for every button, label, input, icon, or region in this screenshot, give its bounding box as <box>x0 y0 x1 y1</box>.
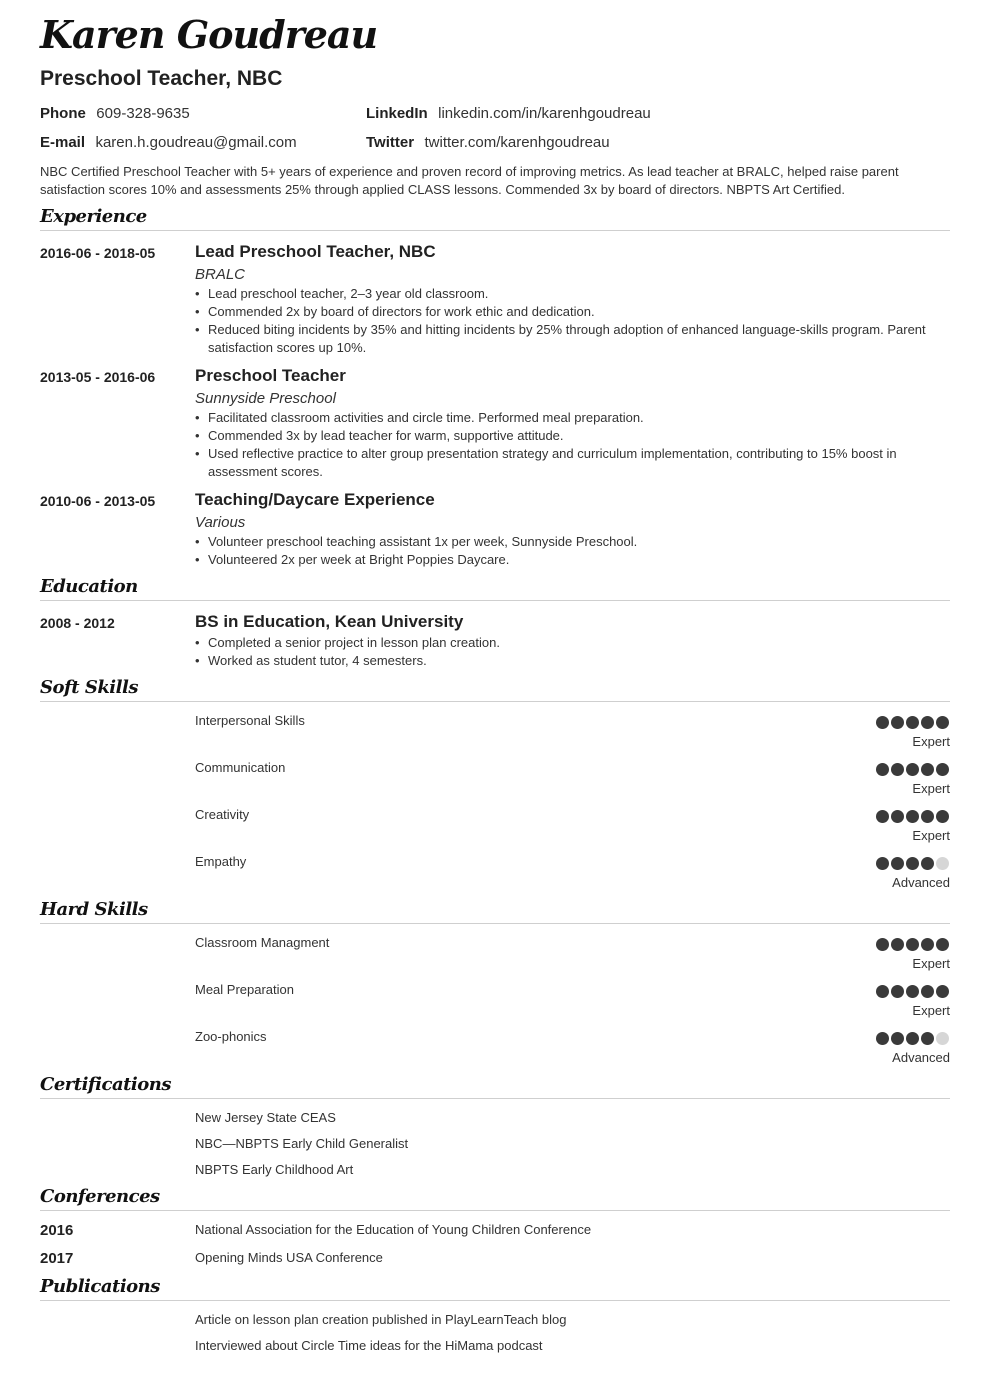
certification-item: New Jersey State CEAS <box>195 1110 336 1125</box>
section-title-publications: Publications <box>40 1276 160 1297</box>
rating-dot-filled <box>906 857 919 870</box>
conference-year: 2017 <box>40 1250 74 1267</box>
rating-dot-filled <box>876 938 889 951</box>
section-divider <box>40 701 950 702</box>
summary: NBC Certified Preschool Teacher with 5+ years of experience and proven record of improving metrics. As lead teacher at BRALC, helped raise parent satisfaction scores 10% and assessments 25% through applied CLASS lessons. Commended 3x by board of directors. NBPTS Art Certified. <box>40 164 899 197</box>
rating-dot-filled <box>936 716 949 729</box>
rating-dot-filled <box>921 810 934 823</box>
rating-dot-empty <box>936 1032 949 1045</box>
experience-bullets <box>195 285 940 357</box>
skill-name: Interpersonal Skills <box>195 713 305 728</box>
rating-dot-filled <box>906 810 919 823</box>
section-divider <box>40 1098 950 1099</box>
rating-dot-filled <box>891 985 904 998</box>
phone-value: 609-328-9635 <box>96 105 190 122</box>
resume-name: Karen Goudreau <box>40 12 378 57</box>
rating-dot-filled <box>921 763 934 776</box>
skill-rating <box>876 810 949 823</box>
rating-dot-filled <box>876 716 889 729</box>
contact-twitter <box>366 134 610 152</box>
rating-dot-filled <box>891 763 904 776</box>
rating-dot-filled <box>906 763 919 776</box>
conference-year: 2016 <box>40 1222 74 1239</box>
conference-name: Opening Minds USA Conference <box>195 1250 383 1265</box>
skill-rating <box>876 985 949 998</box>
list-item: • Volunteer preschool teaching assistant 1x per week, Sunnyside Preschool. <box>195 534 638 549</box>
linkedin-link[interactable]: linkedin.com/in/karenhgoudreau <box>438 105 651 122</box>
publication-item: Article on lesson plan creation published in PlayLearnTeach blog <box>195 1312 567 1327</box>
skill-rating <box>876 938 949 951</box>
list-item: • Commended 2x by board of directors for work ethic and dedication. <box>195 304 595 319</box>
list-item: • Used reflective practice to alter group presentation strategy and curriculum implementation, contributing to 15% boost in assessment scores. <box>195 446 897 479</box>
email-link[interactable]: karen.h.goudreau@gmail.com <box>95 134 297 151</box>
section-divider <box>40 1300 950 1301</box>
section-title-soft-skills: Soft Skills <box>40 677 138 698</box>
skill-level: Expert <box>912 1003 950 1018</box>
rating-dot-filled <box>876 1032 889 1045</box>
list-item: • Facilitated classroom activities and circle time. Performed meal preparation. <box>195 410 644 425</box>
section-title-certifications: Certifications <box>40 1074 171 1095</box>
experience-org: BRALC <box>195 266 246 283</box>
rating-dot-filled <box>921 857 934 870</box>
section-divider <box>40 923 950 924</box>
skill-rating <box>876 763 949 776</box>
rating-dot-empty <box>936 857 949 870</box>
conference-name: National Association for the Education of Young Children Conference <box>195 1222 592 1237</box>
section-divider <box>40 600 950 601</box>
experience-dates: 2010-06 - 2013-05 <box>40 493 156 509</box>
education-dates: 2008 - 2012 <box>40 615 115 631</box>
job-title: Preschool Teacher, NBC <box>40 67 283 90</box>
experience-org: Sunnyside Preschool <box>195 390 336 407</box>
experience-title: Preschool Teacher <box>195 366 346 385</box>
rating-dot-filled <box>876 810 889 823</box>
section-title-conferences: Conferences <box>40 1186 160 1207</box>
skill-level: Advanced <box>892 1050 950 1065</box>
contact-phone <box>40 105 190 123</box>
experience-title: Teaching/Daycare Experience <box>195 490 435 509</box>
rating-dot-filled <box>921 985 934 998</box>
list-item: • Reduced biting incidents by 35% and hitting incidents by 25% through adoption of enhanced language-skills program. Parent satisfaction scores up 10%. <box>195 322 926 355</box>
list-item: • Lead preschool teacher, 2–3 year old classroom. <box>195 286 489 301</box>
certification-item: NBC—NBPTS Early Child Generalist <box>195 1136 409 1151</box>
rating-dot-filled <box>891 716 904 729</box>
skill-level: Expert <box>912 734 950 749</box>
phone-label: Phone <box>40 105 86 122</box>
contact-email <box>40 134 297 152</box>
rating-dot-filled <box>921 716 934 729</box>
skill-name: Communication <box>195 760 286 775</box>
rating-dot-filled <box>876 985 889 998</box>
publication-item: Interviewed about Circle Time ideas for the HiMama podcast <box>195 1338 543 1353</box>
education-title: BS in Education, Kean University <box>195 612 464 631</box>
skill-rating <box>876 716 949 729</box>
education-bullets <box>195 634 940 670</box>
skill-level: Advanced <box>892 875 950 890</box>
experience-title: Lead Preschool Teacher, NBC <box>195 242 436 261</box>
rating-dot-filled <box>936 763 949 776</box>
skill-rating <box>876 1032 949 1045</box>
rating-dot-filled <box>936 985 949 998</box>
rating-dot-filled <box>876 763 889 776</box>
experience-bullets <box>195 409 940 481</box>
section-divider <box>40 230 950 231</box>
rating-dot-filled <box>936 810 949 823</box>
section-title-education: Education <box>40 576 138 597</box>
rating-dot-filled <box>891 857 904 870</box>
rating-dot-filled <box>891 810 904 823</box>
skill-name: Creativity <box>195 807 250 822</box>
experience-dates: 2013-05 - 2016-06 <box>40 369 156 385</box>
skill-rating <box>876 857 949 870</box>
linkedin-label: LinkedIn <box>366 105 428 122</box>
skill-name: Zoo-phonics <box>195 1029 267 1044</box>
rating-dot-filled <box>906 985 919 998</box>
list-item: • Completed a senior project in lesson plan creation. <box>195 635 500 650</box>
rating-dot-filled <box>876 857 889 870</box>
section-title-experience: Experience <box>40 206 147 227</box>
section-divider <box>40 1210 950 1211</box>
rating-dot-filled <box>906 1032 919 1045</box>
skill-level: Expert <box>912 781 950 796</box>
rating-dot-filled <box>891 938 904 951</box>
experience-dates: 2016-06 - 2018-05 <box>40 245 156 261</box>
rating-dot-filled <box>891 1032 904 1045</box>
experience-bullets <box>195 533 940 569</box>
twitter-label: Twitter <box>366 134 415 151</box>
skill-level: Expert <box>912 828 950 843</box>
skill-name: Empathy <box>195 854 247 869</box>
skill-level: Expert <box>912 956 950 971</box>
list-item: • Commended 3x by lead teacher for warm, supportive attitude. <box>195 428 564 443</box>
rating-dot-filled <box>936 938 949 951</box>
rating-dot-filled <box>921 938 934 951</box>
experience-org: Various <box>195 514 246 531</box>
contact-linkedin <box>366 105 651 123</box>
email-label: E-mail <box>40 134 86 151</box>
skill-name: Meal Preparation <box>195 982 294 997</box>
list-item: • Worked as student tutor, 4 semesters. <box>195 653 427 668</box>
skill-name: Classroom Managment <box>195 935 330 950</box>
rating-dot-filled <box>906 716 919 729</box>
list-item: • Volunteered 2x per week at Bright Poppies Daycare. <box>195 552 510 567</box>
rating-dot-filled <box>921 1032 934 1045</box>
rating-dot-filled <box>906 938 919 951</box>
certification-item: NBPTS Early Childhood Art <box>195 1162 354 1177</box>
section-title-hard-skills: Hard Skills <box>40 899 148 920</box>
twitter-link[interactable]: twitter.com/karenhgoudreau <box>424 134 610 151</box>
